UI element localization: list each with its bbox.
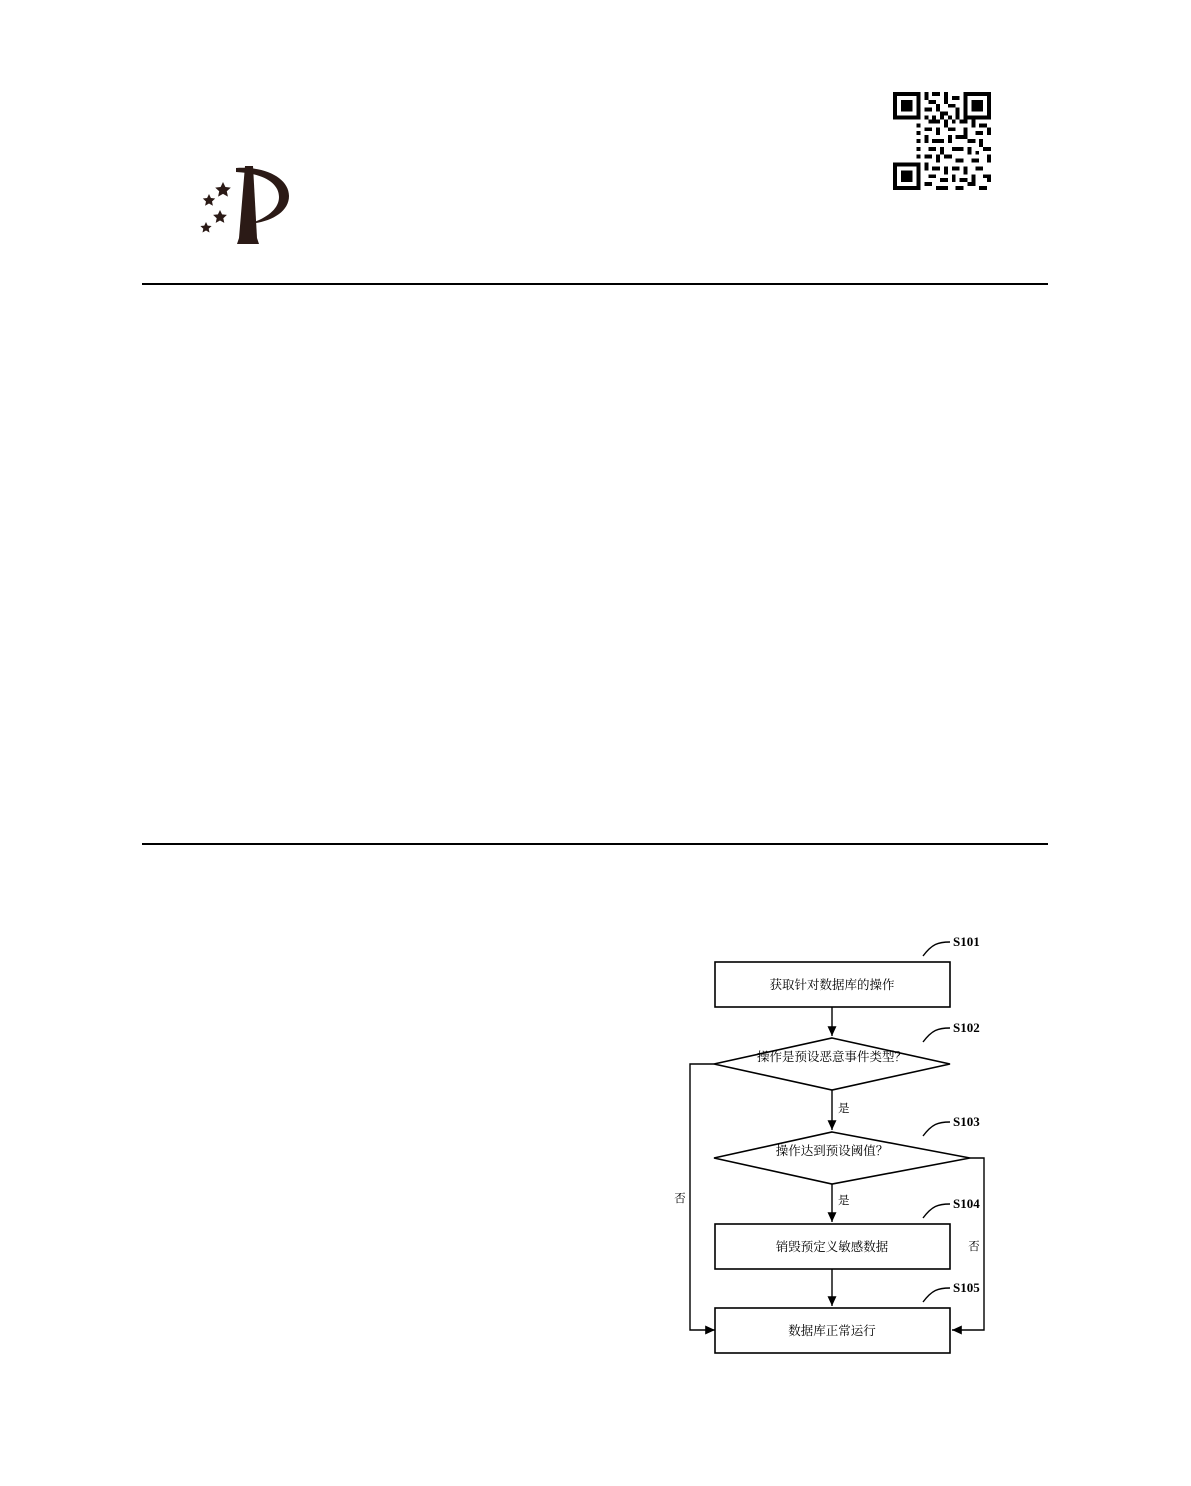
node-s105-label: 数据库正常运行	[788, 1323, 876, 1338]
flowchart	[640, 930, 1020, 1370]
node-s103	[714, 1132, 970, 1184]
node-s104-label: 销毁预定义敏感数据	[775, 1239, 889, 1254]
edge-label-s103-no: 否	[968, 1239, 980, 1253]
edge-label-s103-yes: 是	[838, 1193, 850, 1207]
step-label-s101: S101	[953, 934, 980, 949]
node-s102-label: 操作是预设恶意事件类型？	[756, 1049, 908, 1064]
node-s103-label: 操作达到预设阈值？	[775, 1143, 889, 1158]
node-s101-label: 获取针对数据库的操作	[769, 977, 895, 992]
node-s102	[714, 1038, 950, 1090]
step-label-s104: S104	[953, 1196, 980, 1211]
node-s105	[715, 1308, 950, 1353]
edge-label-s102-no: 否	[674, 1191, 686, 1205]
step-label-s103: S103	[953, 1114, 980, 1129]
footer-rule	[142, 843, 1048, 845]
qr-code	[893, 92, 991, 190]
edge-label-s102-yes: 是	[838, 1101, 850, 1115]
node-s104	[715, 1224, 950, 1269]
step-label-s102: S102	[953, 1020, 980, 1035]
header-rule	[142, 283, 1048, 285]
node-s101	[715, 962, 950, 1007]
step-label-s105: S105	[953, 1280, 980, 1295]
patent-office-logo	[193, 160, 313, 252]
